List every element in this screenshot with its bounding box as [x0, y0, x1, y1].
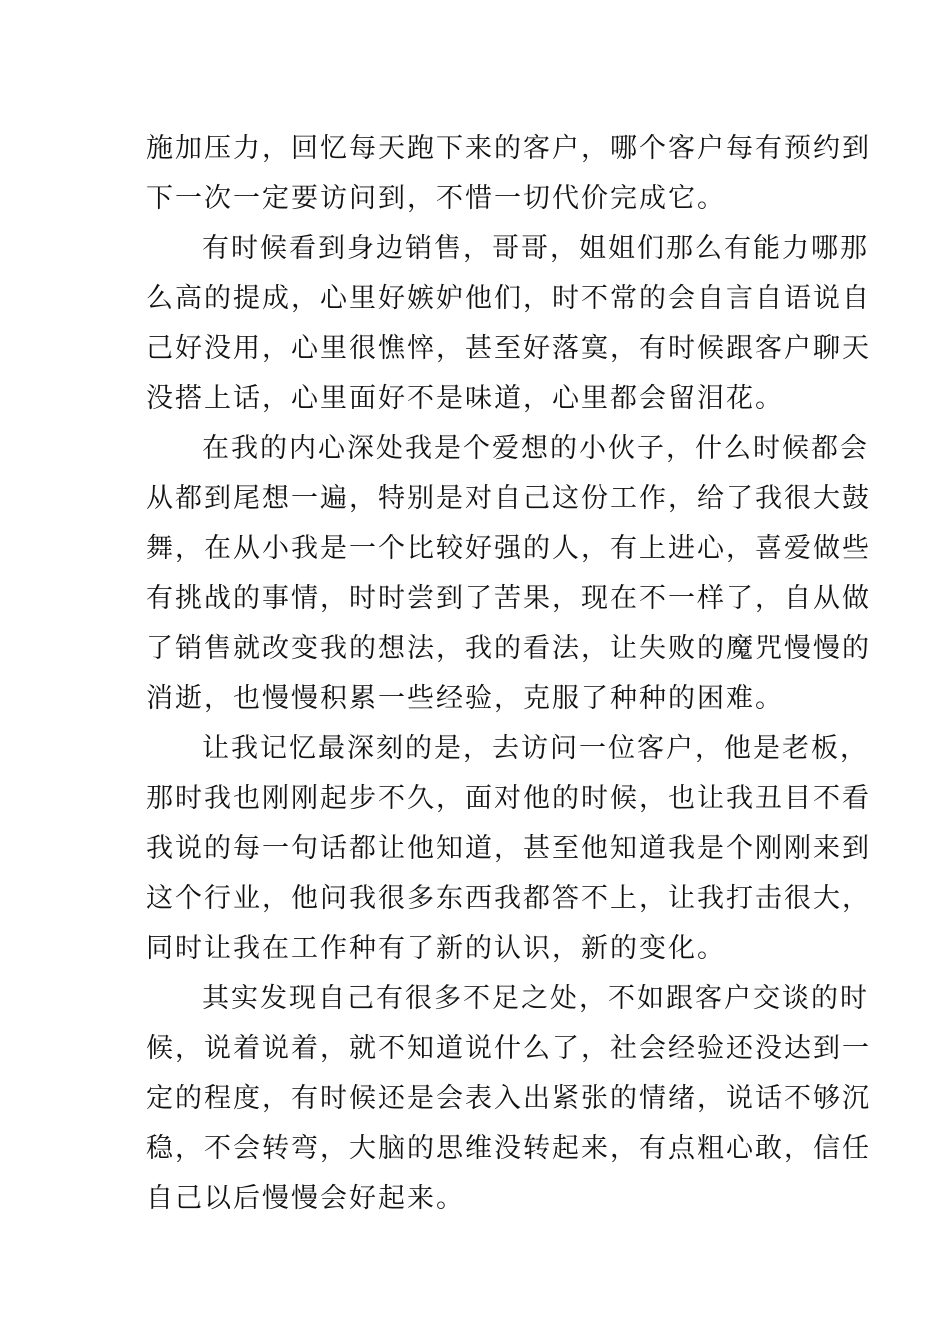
text-line: 己好没用，心里很憔悴，甚至好落寞，有时候跟客户聊天 — [146, 333, 871, 364]
text-line: 么高的提成，心里好嫉妒他们，时不常的会自言自语说自 — [146, 283, 871, 314]
text-line: 从都到尾想一遍，特别是对自己这份工作，给了我很大鼓 — [146, 483, 871, 514]
text-line: 稳，不会转弯，大脑的思维没转起来，有点粗心敢，信任 — [146, 1133, 871, 1164]
text-line: 没搭上话，心里面好不是味道，心里都会留泪花。 — [146, 383, 784, 414]
paragraph-start-line: 其实发现自己有很多不足之处，不如跟客户交谈的时 — [202, 983, 869, 1014]
paragraph-start-line: 在我的内心深处我是个爱想的小伙子，什么时候都会 — [202, 433, 869, 464]
text-line: 消逝，也慢慢积累一些经验，克服了种种的困难。 — [146, 683, 784, 714]
paragraph-start-line: 让我记忆最深刻的是，去访问一位客户，他是老板， — [202, 733, 869, 764]
paragraph-start-line: 有时候看到身边销售，哥哥，姐姐们那么有能力哪那 — [202, 233, 869, 264]
text-line: 定的程度，有时候还是会表入出紧张的情绪，说话不够沉 — [146, 1083, 871, 1114]
body-text — [146, 124, 871, 1224]
text-line: 下一次一定要访问到，不惜一切代价完成它。 — [146, 183, 726, 214]
text-line: 同时让我在工作种有了新的认识，新的变化。 — [146, 933, 726, 964]
text-line: 我说的每一句话都让他知道，甚至他知道我是个刚刚来到 — [146, 833, 871, 864]
text-line: 候，说着说着，就不知道说什么了，社会经验还没达到一 — [146, 1033, 871, 1064]
text-line: 施加压力，回忆每天跑下来的客户，哪个客户每有预约到 — [146, 133, 871, 164]
text-line: 舞，在从小我是一个比较好强的人，有上进心，喜爱做些 — [146, 533, 871, 564]
text-line: 自己以后慢慢会好起来。 — [146, 1183, 465, 1214]
text-line: 有挑战的事情，时时尝到了苦果，现在不一样了，自从做 — [146, 583, 871, 614]
text-line: 这个行业，他问我很多东西我都答不上，让我打击很大， — [146, 883, 871, 914]
text-line: 了销售就改变我的想法，我的看法，让失败的魔咒慢慢的 — [146, 633, 871, 664]
text-line: 那时我也刚刚起步不久，面对他的时候，也让我丑目不看 — [146, 783, 871, 814]
